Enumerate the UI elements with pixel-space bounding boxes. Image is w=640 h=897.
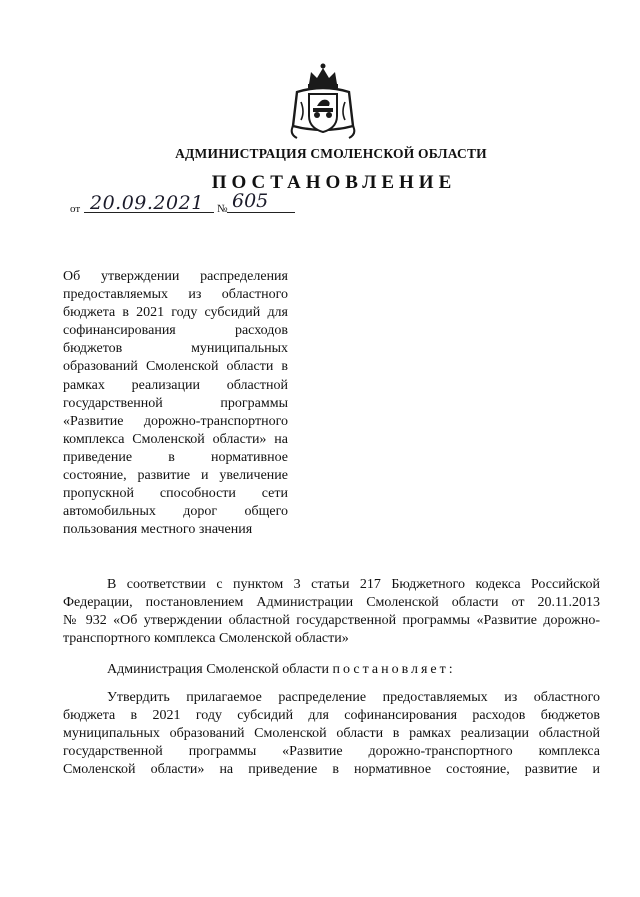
paragraph-line: № 932 «Об утверждении областной государственной программы «Развитие дорожно-: [63, 613, 600, 629]
document-type-title: ПОСТАНОВЛЕНИЕ: [211, 172, 457, 193]
paragraph-line: муниципальных образований Смоленской области в рамках реализации областной: [63, 726, 600, 742]
paragraph-line: [63, 661, 600, 679]
subject-line: предоставляемых из областного: [63, 287, 288, 303]
subject-line: Об утверждении распределения: [63, 269, 288, 284]
paragraph-line: государственной программы «Развитие дорожно-транспортного комплекса: [63, 744, 600, 760]
handwritten-date: 20.09.2021: [90, 192, 204, 214]
document-subject: [63, 268, 288, 539]
subject-line: образований Смоленской области в: [63, 359, 288, 375]
paragraph-line: Федерации, постановлением Администрации Смоленской области от 20.11.2013: [63, 595, 600, 611]
subject-line: рамках реализации областной: [63, 377, 288, 393]
subject-line: бюджетов муниципальных: [63, 341, 288, 357]
paragraph-line: транспортного комплекса Смоленской области»: [63, 631, 349, 647]
paragraph-approve: [63, 689, 600, 779]
subject-line: государственной программы: [63, 395, 288, 411]
paragraph-line: бюджета в 2021 году субсидий для софинансирования расходов бюджетов: [63, 708, 600, 724]
resolves-word: постановляет:: [332, 662, 456, 677]
paragraph-line: В соответствии с пунктом 3 статьи 217 Бюджетного кодекса Российской: [107, 577, 600, 592]
subject-line: приведение в нормативное: [63, 449, 288, 465]
date-prefix: от: [70, 203, 81, 215]
subject-line: «Развитие дорожно-транспортного: [63, 413, 288, 429]
subject-line: софинансирования расходов: [63, 323, 288, 339]
smolensk-coat-of-arms-icon: [287, 62, 359, 144]
paragraph-line: Утвердить прилагаемое распределение предоставляемых из областного: [107, 690, 600, 705]
number-underline: [227, 212, 295, 213]
paragraph-resolves: [63, 661, 600, 679]
subject-line: состояние, развитие и увеличение: [63, 468, 288, 484]
resolves-text: Администрация Смоленской области: [107, 662, 333, 677]
subject-line: автомобильных дорог общего: [63, 504, 288, 520]
paragraph-legal-basis: [63, 576, 600, 648]
handwritten-number: 605: [232, 190, 269, 212]
subject-line: бюджета в 2021 году субсидий для: [63, 305, 288, 321]
paragraph-line: Смоленской области» на приведение в нормативное состояние, развитие и: [63, 762, 600, 778]
subject-line: пользования местного значения: [63, 522, 253, 538]
number-prefix: №: [217, 203, 228, 215]
organization-title: АДМИНИСТРАЦИЯ СМОЛЕНСКОЙ ОБЛАСТИ: [175, 146, 487, 161]
subject-line: комплекса Смоленской области» на: [63, 431, 288, 447]
subject-line: пропускной способности сети: [63, 486, 288, 502]
